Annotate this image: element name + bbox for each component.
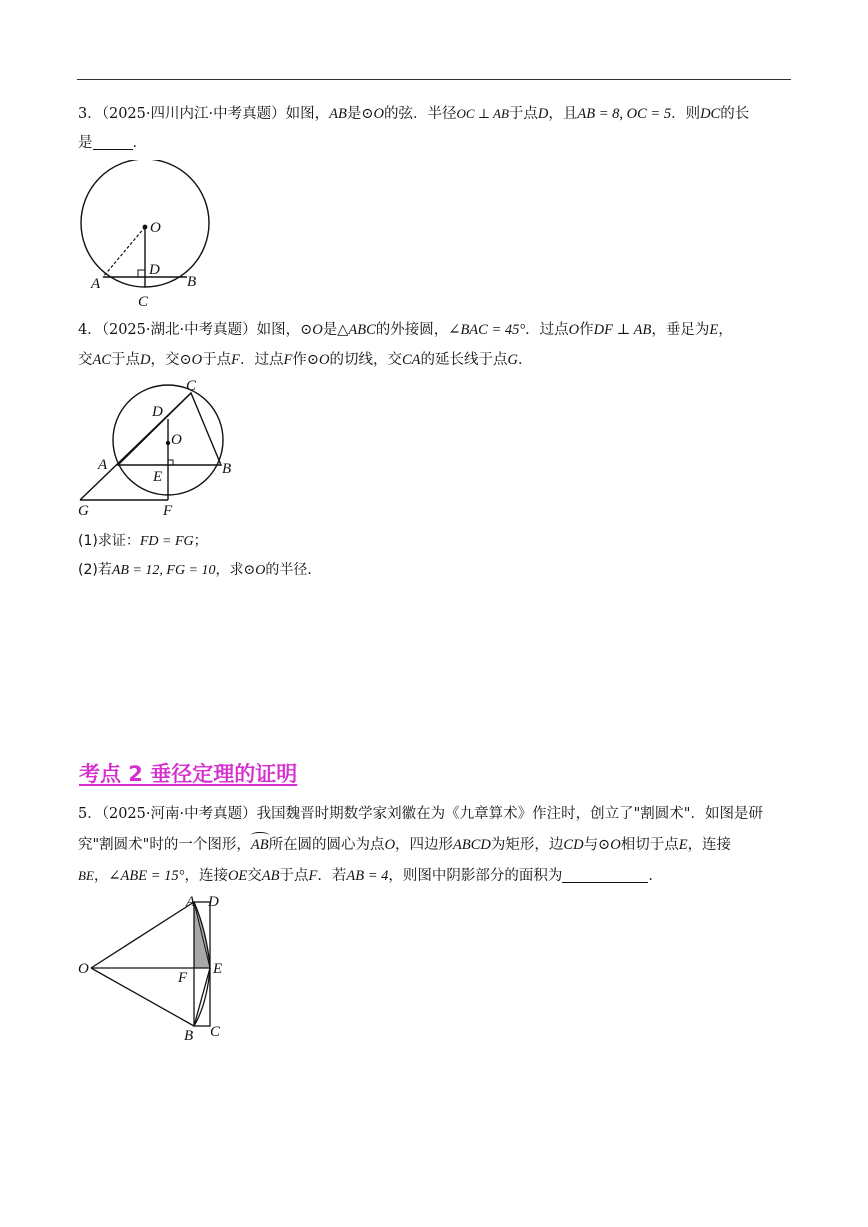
q4-math: CA (402, 352, 421, 368)
q3-math: OC ⊥ AB (456, 106, 509, 121)
q4-math: ABC (348, 322, 376, 338)
q4-sub-2 (78, 560, 321, 581)
q3-text: 的长 (720, 106, 750, 122)
q5-line-2 (78, 835, 731, 855)
q3-text: 的弦．半径 (383, 106, 457, 122)
q4-sub2-expr: AB = 12, FG = 10 (111, 563, 216, 578)
q4-text: ， (718, 322, 733, 338)
q5-line-3 (78, 866, 663, 886)
q5-text: 究"割圆术"时的一个图形， (78, 837, 251, 853)
q4-label-e: E (153, 469, 163, 485)
q5-label-a: A (186, 894, 196, 910)
q5-math: ABCD (453, 837, 491, 853)
q5-text: 交 (247, 868, 262, 884)
q4-math: O (312, 322, 323, 338)
q5-text: ． (648, 868, 663, 884)
q5-number: 5． (78, 806, 102, 822)
q4-math: E (709, 322, 719, 338)
q3-text: 是⊙ (346, 106, 374, 122)
q4-math: O (191, 352, 203, 368)
q5-text: 相切于点 (620, 837, 679, 853)
q4-line-2 (78, 350, 533, 370)
q4-number: 4． (78, 322, 102, 338)
q4-sub2-label: (2)若 (78, 562, 112, 578)
q5-line-1 (78, 804, 763, 824)
q5-text: ，连接 (687, 837, 732, 853)
q4-center-dot (166, 441, 170, 445)
q5-arc-ab: AB (250, 837, 269, 853)
q4-sub1-expr: FD = FG (139, 534, 194, 549)
q3-text: ．则 (671, 106, 701, 122)
q5-math: E (678, 837, 688, 853)
q4-text: 如图，⊙ (256, 322, 313, 338)
q5-math: CD (563, 837, 584, 853)
q3-math: AB (329, 106, 347, 122)
q5-math: OE (227, 868, 248, 884)
q4-math: F (231, 352, 241, 368)
q4-math: F (283, 352, 293, 368)
q3-right-angle-mark (138, 270, 145, 277)
q4-text: 作 (579, 322, 594, 338)
q4-text: 的延长线于点 (420, 352, 508, 368)
q4-text: 的外接圆， (375, 322, 449, 338)
q5-figure (74, 890, 234, 1050)
q4-label-g: G (78, 503, 89, 518)
q4-label-d: D (152, 404, 163, 420)
q5-answer-blank[interactable] (562, 868, 648, 883)
q5-line-be (194, 968, 210, 1026)
q4-label-o: O (171, 432, 182, 448)
q3-text: 是 (78, 135, 93, 151)
q4-text: 于点 (202, 352, 232, 368)
q4-right-angle-mark (168, 460, 173, 465)
q3-center-dot (143, 225, 148, 230)
q4-text: 于点 (111, 352, 141, 368)
q4-sub-1 (78, 531, 208, 552)
q4-text: ．过点 (525, 322, 569, 338)
q4-text: 作⊙ (292, 352, 320, 368)
q4-math: O (568, 322, 580, 338)
q5-text: ，连接 (184, 868, 228, 884)
q4-math: O (255, 563, 266, 578)
q4-math: AC (92, 352, 112, 368)
q5-math: BE (78, 868, 94, 883)
q3-text: ，且 (548, 106, 578, 122)
q4-text: ．过点 (240, 352, 284, 368)
q4-text: ； (193, 533, 208, 549)
q4-text: ，求⊙ (215, 562, 256, 578)
q4-text: ，垂足为 (651, 322, 710, 338)
q4-text: ． (518, 352, 533, 368)
q5-label-d: D (208, 894, 219, 910)
q5-math: AB = 4 (346, 868, 389, 884)
q3-text: 于点 (508, 106, 538, 122)
q5-math: F (308, 868, 318, 884)
q3-answer-blank[interactable] (93, 135, 133, 150)
q4-math: ∠BAC = 45° (448, 322, 526, 338)
q5-label-e: E (213, 961, 223, 977)
q3-label-c: C (138, 294, 149, 310)
q4-text: 交 (78, 352, 93, 368)
q5-text: 与⊙ (583, 837, 611, 853)
q4-label-f: F (163, 503, 173, 518)
q5-text: 我国魏晋时期数学家刘徽在为《九章算术》作注时，创立了"割圆术"．如图是研 (256, 806, 763, 822)
q3-line-2 (78, 133, 147, 153)
q4-sub1-label: (1)求证： (78, 533, 140, 549)
q4-figure (72, 376, 242, 518)
q4-math: O (319, 352, 330, 368)
q4-text: 的切线，交 (329, 352, 403, 368)
q3-label-a: A (91, 276, 101, 292)
q3-math: D (537, 106, 549, 122)
q5-math: AB (261, 868, 280, 884)
q5-math: O (384, 837, 396, 853)
q5-label-b: B (184, 1028, 194, 1044)
q3-math: DC (700, 106, 721, 122)
q3-source: （2025·四川内江·中考真题） (101, 106, 286, 122)
q5-text: 所在圆的圆心为点 (268, 837, 385, 853)
q3-number: 3． (78, 106, 102, 122)
q5-text: ， (93, 868, 109, 884)
q5-line-oa (91, 902, 194, 968)
q5-text: ，四边形 (395, 837, 454, 853)
q5-label-o: O (78, 961, 89, 977)
q4-math: DF ⊥ AB (593, 322, 652, 338)
q4-label-c: C (186, 378, 197, 394)
q5-text: ．若 (317, 868, 347, 884)
q3-math: AB = 8, OC = 5 (577, 106, 672, 122)
q4-math: D (140, 352, 151, 368)
q5-text: 于点 (279, 868, 309, 884)
q4-math: G (507, 352, 519, 368)
q5-text: ，则图中阴影部分的面积为 (388, 868, 563, 884)
q3-label-d: D (149, 262, 160, 278)
q5-math: ∠ABE = 15° (108, 868, 185, 884)
q4-line-1 (78, 320, 733, 340)
q4-triangle-abc (118, 393, 221, 465)
q4-text: 是△ (322, 322, 349, 338)
q4-label-a: A (98, 457, 108, 473)
q3-math: O (373, 106, 384, 122)
section-title: 考点 2 垂径定理的证明 (79, 762, 298, 786)
q5-text: 为矩形，边 (490, 837, 564, 853)
q3-line-1 (78, 104, 749, 124)
q5-math: O (610, 837, 621, 853)
q3-figure (76, 160, 221, 310)
q3-text: 如图， (285, 106, 330, 122)
q4-source: （2025·湖北·中考真题） (101, 322, 257, 338)
q3-label-o: O (150, 220, 161, 236)
q4-text: 的半径． (265, 562, 322, 578)
q3-text: ． (132, 135, 147, 151)
header-rule (77, 79, 791, 80)
q3-label-b: B (187, 274, 197, 290)
q5-source: （2025·河南·中考真题） (101, 806, 257, 822)
q5-label-f: F (178, 970, 188, 986)
q5-label-c: C (210, 1024, 221, 1040)
q4-text: ，交⊙ (150, 352, 192, 368)
q4-label-b: B (222, 461, 232, 477)
